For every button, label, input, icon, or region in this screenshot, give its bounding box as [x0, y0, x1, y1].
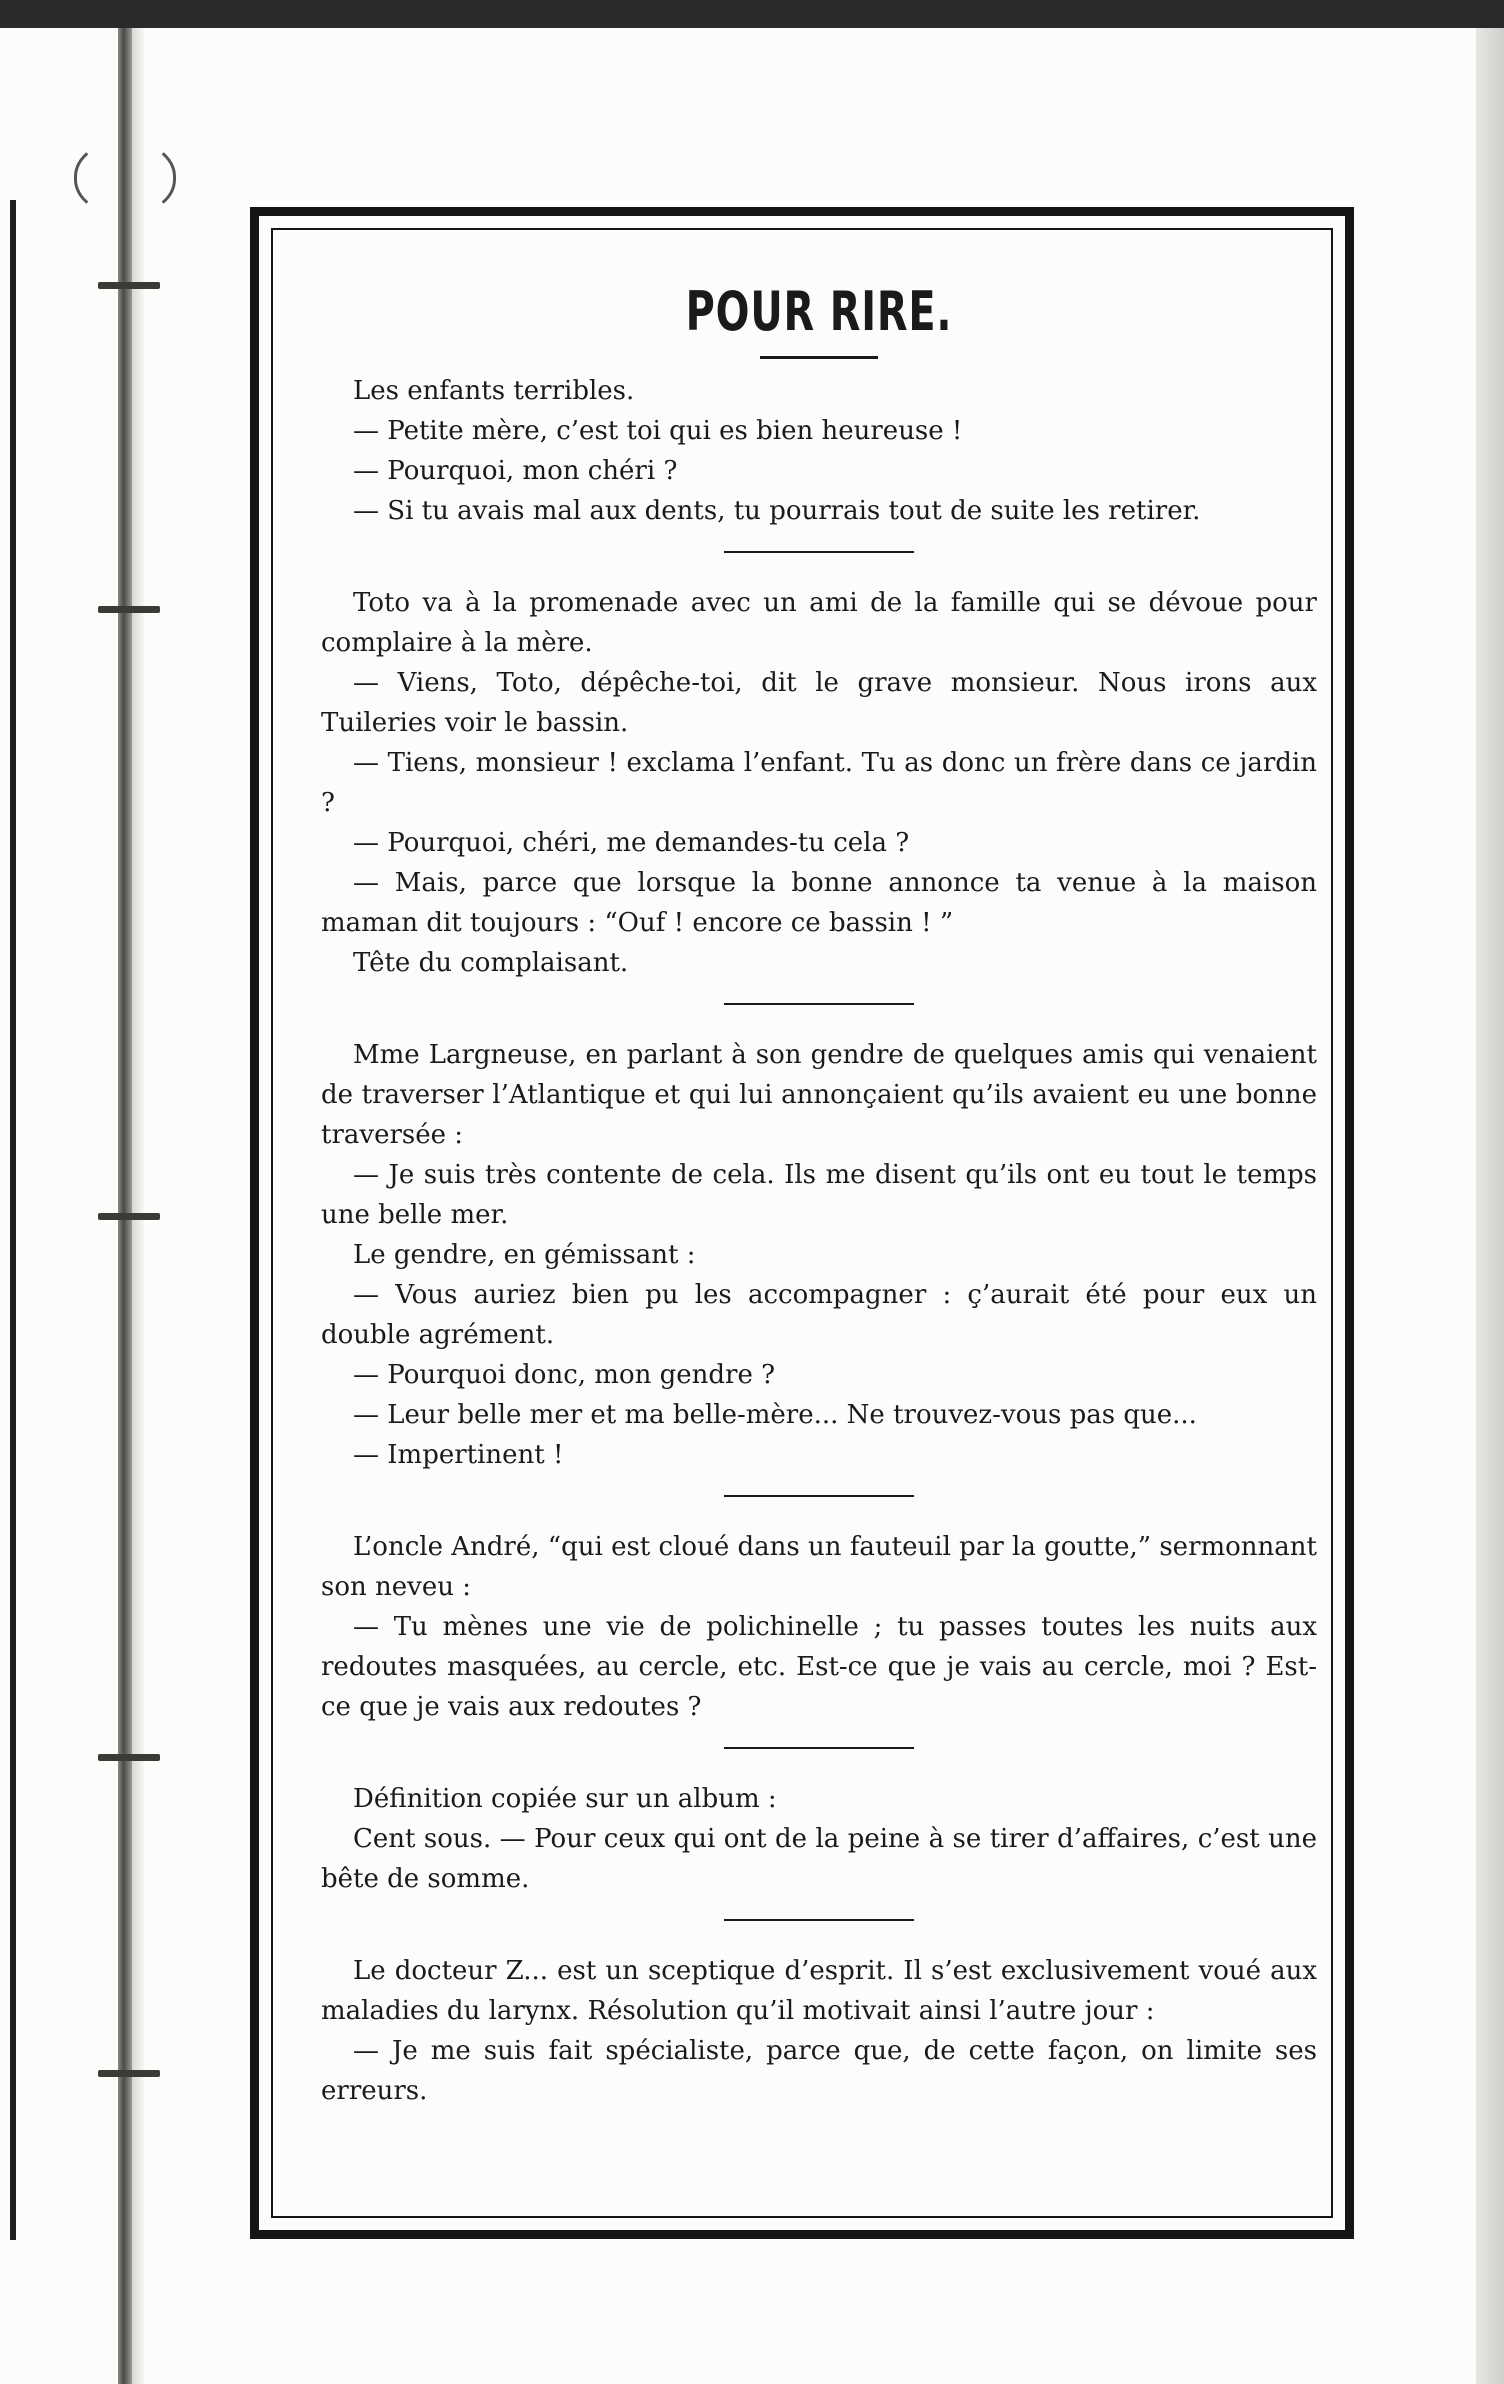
section-rule — [724, 1003, 914, 1005]
binding-stitch — [98, 1213, 160, 1220]
text-line: — Pourquoi, chéri, me demandes-tu cela ? — [353, 828, 910, 858]
page-frame — [250, 207, 1354, 2239]
title-rule — [760, 356, 878, 359]
page-title: POUR RIRE. — [685, 280, 953, 343]
section-rule — [724, 1919, 914, 1921]
joke-section — [321, 1035, 1317, 1475]
text-line: Tête du complaisant. — [353, 948, 629, 978]
section-rule — [724, 1495, 914, 1497]
text-line: Mme Largneuse, en parlant à son gendre de quelques amis qui venaient de traverser l’Atlantique et qui lui annonçaient qu’ils avaient eu une bonne traversée : — [321, 1040, 1317, 1150]
text-line: — Leur belle mer et ma belle-mère... Ne trouvez-vous pas que... — [353, 1400, 1197, 1430]
text-line: Le docteur Z... est un sceptique d’esprit. Il s’est exclusivement voué aux maladies du larynx. Résolution qu’il motivait ainsi l’autre jour : — [321, 1956, 1317, 2026]
text-line: L’oncle André, “qui est cloué dans un fauteuil par la goutte,” sermonnant son neveu : — [321, 1532, 1317, 1602]
joke-section — [321, 583, 1317, 983]
text-line: Définition copiée sur un album : — [353, 1784, 777, 1814]
binding-fold — [132, 28, 144, 2384]
page-right-edge — [1476, 28, 1504, 2384]
joke-section — [321, 1951, 1317, 2111]
book-binding — [118, 28, 132, 2384]
joke-section — [321, 371, 1317, 531]
section-rule — [724, 1747, 914, 1749]
text-line: — Pourquoi donc, mon gendre ? — [353, 1360, 776, 1390]
article — [321, 276, 1317, 2111]
joke-section — [321, 1527, 1317, 1727]
text-line: Le gendre, en gémissant : — [353, 1240, 696, 1270]
binding-stitch — [98, 606, 160, 613]
section-rule — [724, 551, 914, 553]
binding-ring — [74, 140, 176, 216]
binding-stitch — [98, 2070, 160, 2077]
text-line: — Si tu avais mal aux dents, tu pourrais tout de suite les retirer. — [353, 496, 1201, 526]
binding-stitch — [98, 282, 160, 289]
text-line: — Petite mère, c’est toi qui es bien heureuse ! — [353, 416, 963, 446]
text-line: — Tiens, monsieur ! exclama l’enfant. Tu as donc un frère dans ce jardin ? — [321, 748, 1317, 818]
text-line: — Vous auriez bien pu les accompagner : ç’aurait été pour eux un double agrément. — [321, 1280, 1317, 1350]
text-line: — Impertinent ! — [353, 1440, 564, 1470]
scan-top-edge — [0, 0, 1504, 28]
previous-page-edge — [0, 200, 16, 2240]
text-line: — Mais, parce que lorsque la bonne annonce ta venue à la maison maman dit toujours : “Ouf ! encore ce bassin ! ” — [321, 868, 1317, 938]
text-line: — Viens, Toto, dépêche-toi, dit le grave monsieur. Nous irons aux Tuileries voir le bassin. — [321, 668, 1317, 738]
text-line: — Je me suis fait spécialiste, parce que, de cette façon, on limite ses erreurs. — [321, 2036, 1317, 2106]
binding-stitch — [98, 1754, 160, 1761]
text-line: — Pourquoi, mon chéri ? — [353, 456, 678, 486]
joke-section — [321, 1779, 1317, 1899]
text-line: Cent sous. — Pour ceux qui ont de la peine à se tirer d’affaires, c’est une bête de somme. — [321, 1824, 1317, 1894]
text-line: — Je suis très contente de cela. Ils me disent qu’ils ont eu tout le temps une belle mer. — [321, 1160, 1317, 1230]
text-line: Les enfants terribles. — [353, 376, 635, 406]
text-line: — Tu mènes une vie de polichinelle ; tu passes toutes les nuits aux redoutes masquées, au cercle, etc. Est-ce que je vais au cercle, moi ? Est-ce que je vais aux redoutes ? — [321, 1612, 1317, 1722]
text-line: Toto va à la promenade avec un ami de la famille qui se dévoue pour complaire à la mère. — [321, 588, 1317, 658]
